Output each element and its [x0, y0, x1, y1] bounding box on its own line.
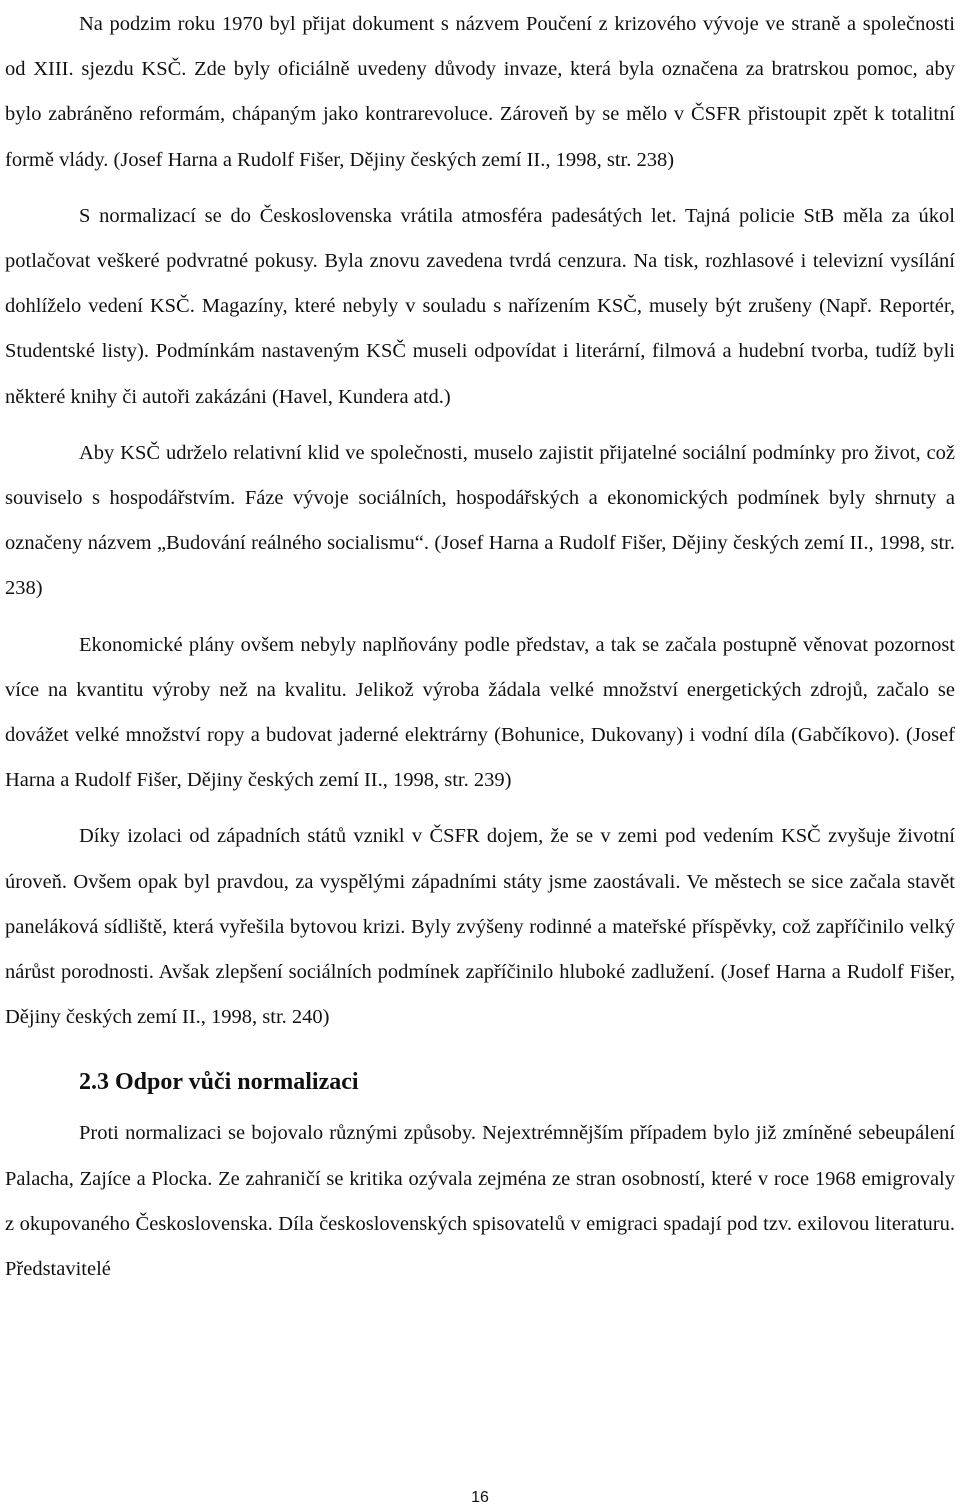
- paragraph: S normalizací se do Československa vrátila atmosféra padesátých let. Tajná policie StB měla za úkol potlačovat veškeré podvratné pokusy. Byla znovu zavedena tvrdá cenzura. Na tisk, rozhlasové i televizní vysílání dohlíželo vedení KSČ. Magazíny, které nebyly v souladu s nařízením KSČ, musely být zrušeny (Např. Reportér, Studentské listy). Podmínkám nastaveným KSČ museli odpovídat i literární, filmová a hudební tvorba, tudíž byli některé knihy či autoři zakázáni (Havel, Kundera atd.): [5, 204, 955, 408]
- document-page: [5, 0, 955, 1292]
- paragraph: Na podzim roku 1970 byl přijat dokument s názvem Poučení z krizového vývoje ve straně a společnosti od XIII. sjezdu KSČ. Zde byly oficiálně uvedeny důvody invaze, která byla označena za bratrskou pomoc, aby bylo zabráněno reformám, chápaným jako kontrarevoluce. Zároveň by se mělo v ČSFR přistoupit zpět k totalitní formě vlády. (Josef Harna a Rudolf Fišer, Dějiny českých zemí II., 1998, str. 238): [5, 13, 955, 171]
- paragraph: Díky izolaci od západních států vznikl v ČSFR dojem, že se v zemi pod vedením KSČ zvyšuje životní úroveň. Ovšem opak byl pravdou, za vyspělými západními státy jsme zaostávali. Ve městech se sice začala stavět paneláková sídliště, která vyřešila bytovou krizi. Byly zvýšeny rodinné a mateřské příspěvky, což zapříčinilo velký nárůst porodnosti. Avšak zlepšení sociálních podmínek zapříčinilo hluboké zadlužení. (Josef Harna a Rudolf Fišer, Dějiny českých zemí II., 1998, str. 240): [5, 825, 955, 1029]
- section-heading: 2.3 Odpor vůči normalizaci: [79, 1069, 359, 1096]
- paragraph: Proti normalizaci se bojovalo různými způsoby. Nejextrémnějším případem bylo již zmíněné sebeupálení Palacha, Zajíce a Plocka. Ze zahraničí se kritika ozývala zejména ze stran osobností, které v roce 1968 emigrovaly z okupovaného Československa. Díla československých spisovatelů v emigraci spadají pod tzv. exilovou literaturu. Představitelé: [5, 1122, 955, 1281]
- paragraph: Aby KSČ udrželo relativní klid ve společnosti, muselo zajistit přijatelné sociální podmínky pro život, což souviselo s hospodářstvím. Fáze vývoje sociálních, hospodářských a ekonomických podmínek byly shrnuty a označeny názvem „Budování reálného socialismu“. (Josef Harna a Rudolf Fišer, Dějiny českých zemí II., 1998, str. 238): [5, 441, 955, 600]
- page-number: 16: [471, 1489, 489, 1506]
- paragraph: Ekonomické plány ovšem nebyly naplňovány podle představ, a tak se začala postupně věnovat pozornost více na kvantitu výroby než na kvalitu. Jelikož výroba žádala velké množství energetických zdrojů, začalo se dovážet velké množství ropy a budovat jaderné elektrárny (Bohunice, Dukovany) i vodní díla (Gabčíkovo). (Josef Harna a Rudolf Fišer, Dějiny českých zemí II., 1998, str. 239): [5, 633, 955, 792]
